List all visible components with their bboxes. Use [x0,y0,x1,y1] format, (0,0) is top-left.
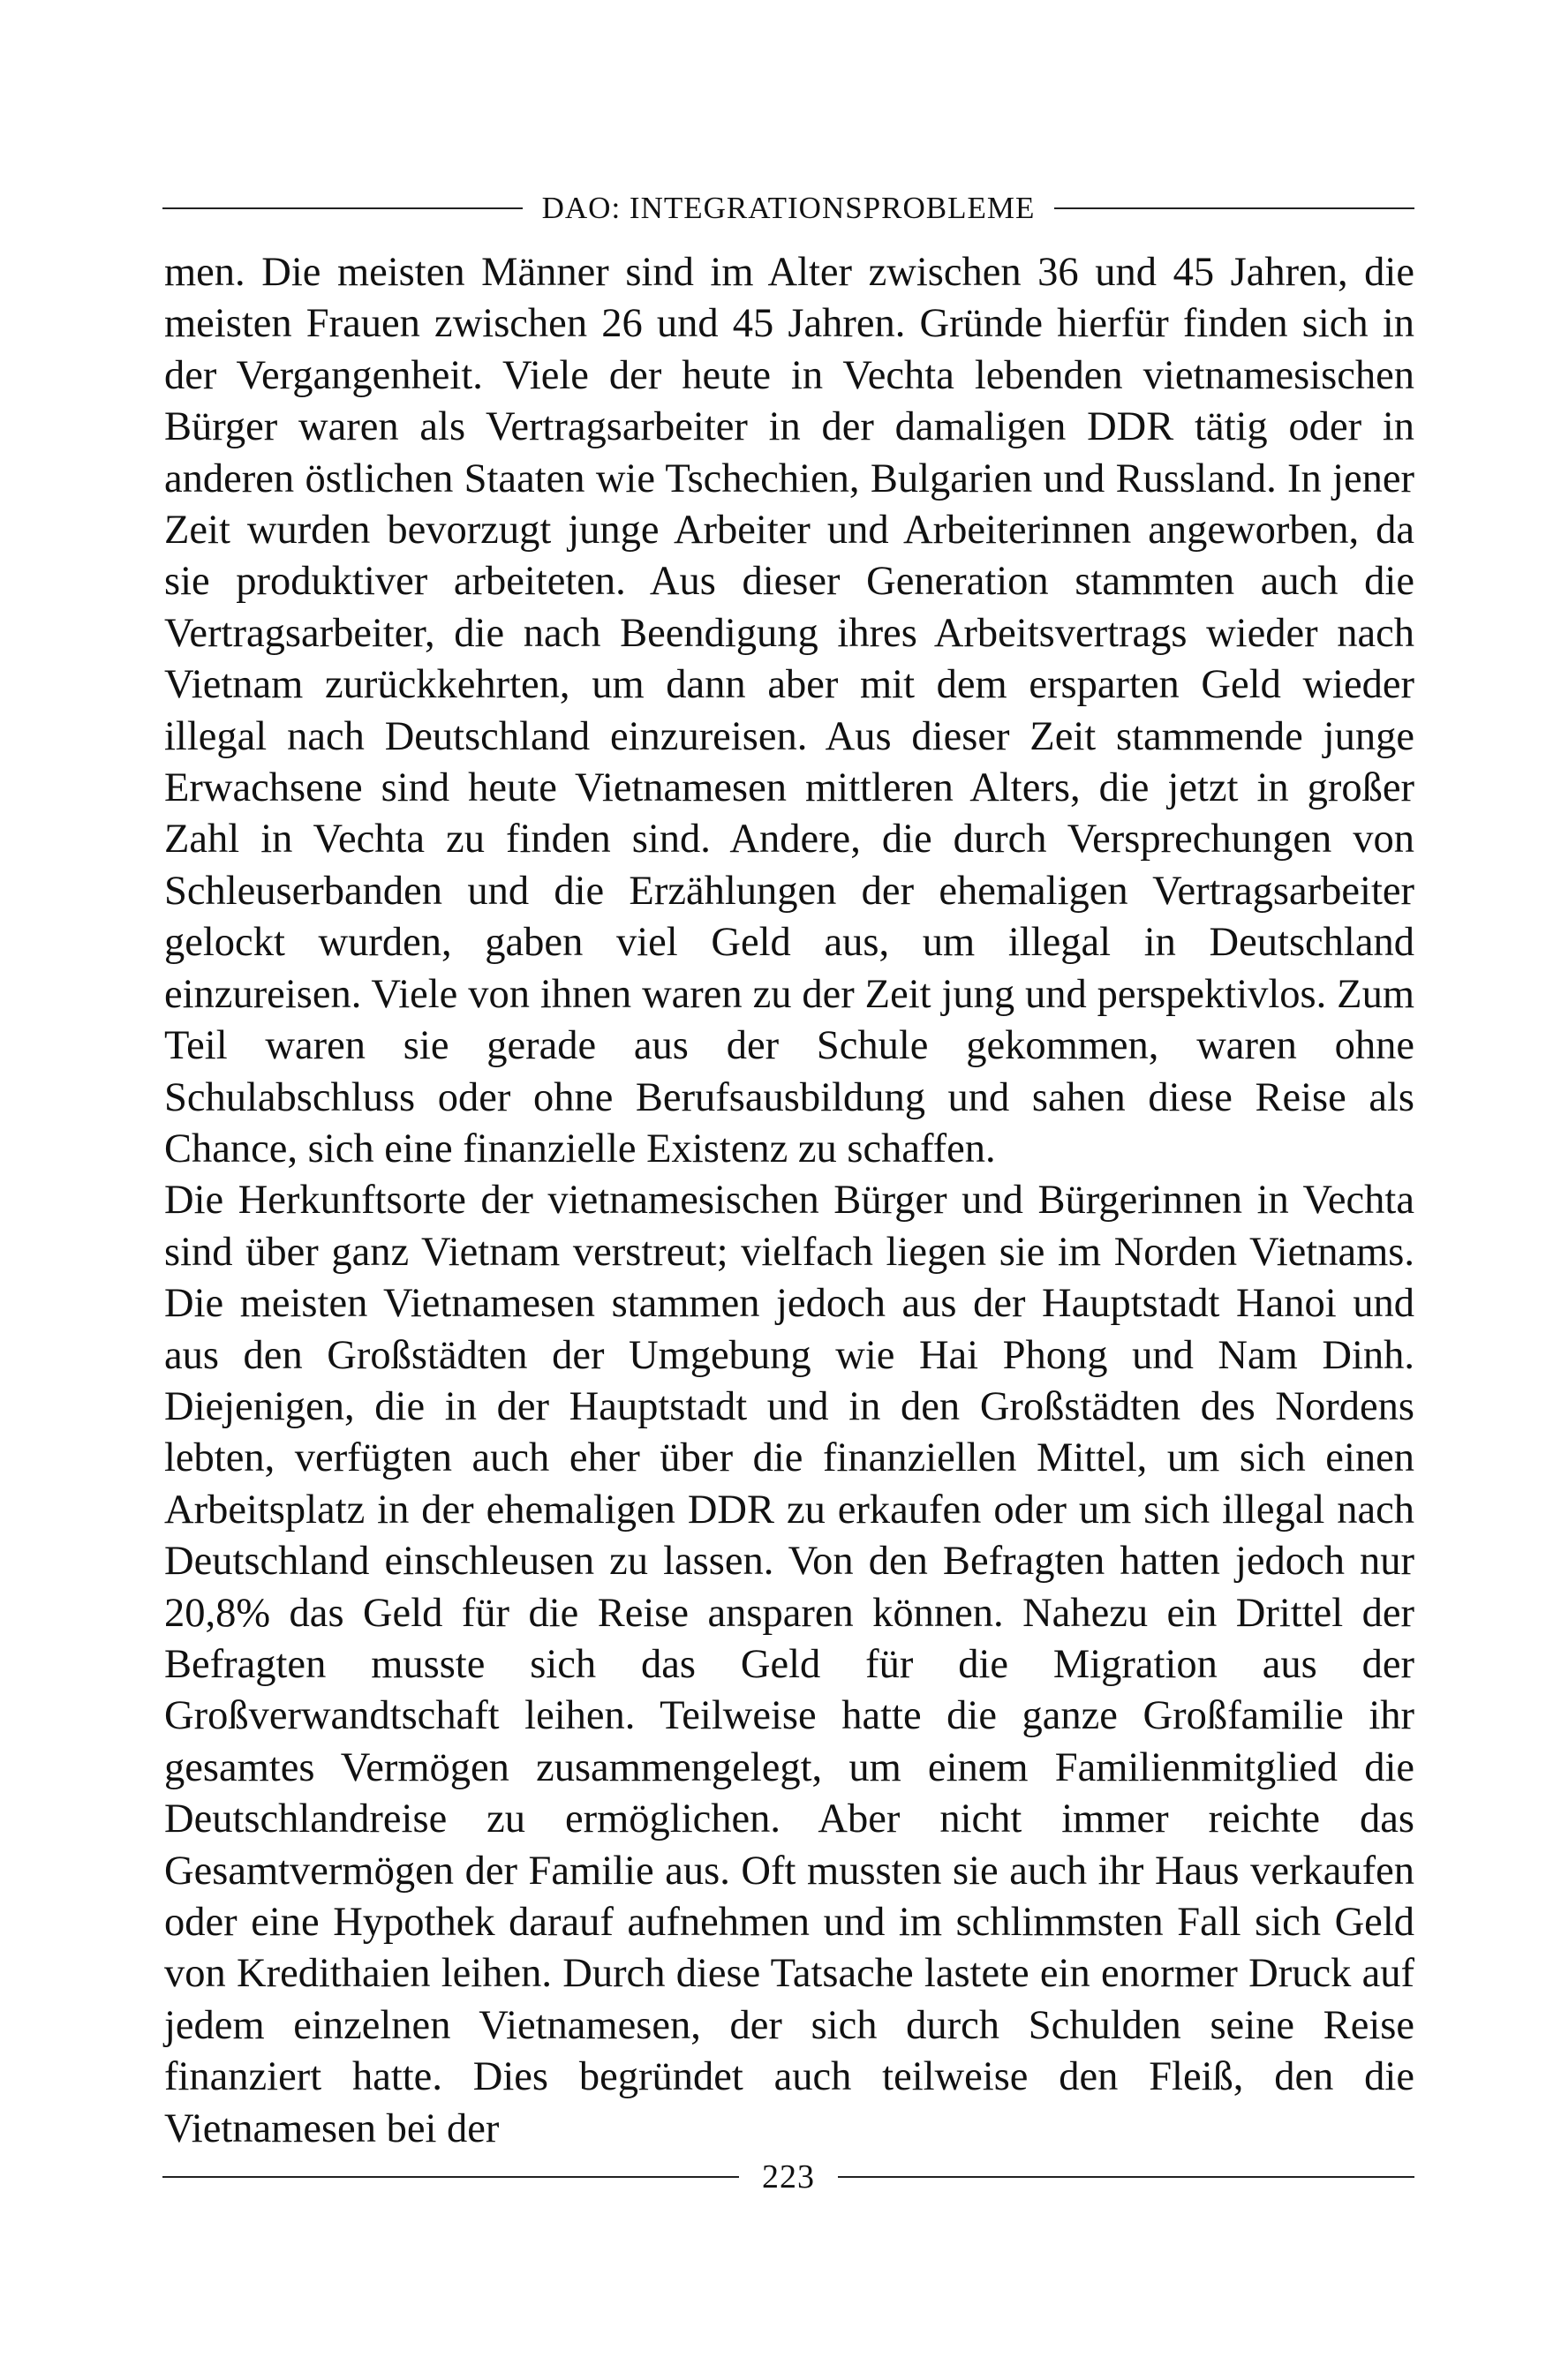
running-head-title: DAO: INTEGRATIONSPROBLEME [541,191,1036,225]
paragraph-1: men. Die meisten Männer sind im Alter zwischen 36 und 45 Jahren, die meisten Frauen zwischen 26 und 45 Jahren. Gründe hierfür finden sich in der Vergangenheit. Viele der heute in Vechta lebenden vietnamesischen Bürger waren als Vertragsarbeiter in der damaligen DDR tätig oder in anderen östlichen Staaten wie Tschechien, Bulgarien und Russland. In jener Zeit wurden bevorzugt junge Arbeiter und Arbeiterinnen angeworben, da sie produktiver arbeiteten. Aus dieser Generation stammten auch die Vertragsarbeiter, die nach Beendigung ihres Arbeitsvertrags wieder nach Vietnam zurückkehrten, um dann aber mit dem ersparten Geld wieder illegal nach Deutschland einzureisen. Aus dieser Zeit stammende junge Erwachsene sind heute Vietnamesen mittleren Alters, die jetzt in großer Zahl in Vechta zu finden sind. Andere, die durch Versprechungen von Schleuserbanden und die Erzählungen der ehemaligen Vertragsarbeiter gelockt wurden, gaben viel Geld aus, um illegal in Deutschland einzureisen. Viele von ihnen waren zu der Zeit jung und perspektivlos. Zum Teil waren sie gerade aus der Schule gekommen, waren ohne Schulabschluss oder ohne Berufsausbildung und sahen diese Reise als Chance, sich eine finanzielle Existenz zu schaffen. [164,250,1414,1171]
header-rule-right [1054,207,1414,209]
page-number: 223 [762,2158,815,2195]
footer-rule-left [162,2176,739,2178]
page-footer [162,2150,1414,2203]
paragraph-2: Die Herkunftsorte der vietnamesischen Bürger und Bürgerinnen in Vechta sind über ganz Vietnam verstreut; vielfach liegen sie im Norden Vietnams. Die meisten Vietnamesen stammen jedoch aus der Hauptstadt Hanoi und aus den Großstädten der Umgebung wie Hai Phong und Nam Dinh. Diejenigen, die in der Hauptstadt und in den Großstädten des Nordens lebten, verfügten auch eher über die finanziellen Mittel, um sich einen Arbeitsplatz in der ehemaligen DDR zu erkaufen oder um sich illegal nach Deutschland einschleusen zu lassen. Von den Befragten hatten jedoch nur 20,8% das Geld für die Reise ansparen können. Nahezu ein Drittel der Befragten musste sich das Geld für die Migration aus der Großverwandtschaft leihen. Teilweise hatte die ganze Großfamilie ihr gesamtes Vermögen zusammengelegt, um einem Familienmitglied die Deutschlandreise zu ermöglichen. Aber nicht immer reichte das Gesamtvermögen der Familie aus. Oft mussten sie auch ihr Haus verkaufen oder eine Hypothek darauf aufnehmen und im schlimmsten Fall sich Geld von Kredithaien leihen. Durch diese Tatsache lastete ein enormer Druck auf jedem einzelnen Vietnamesen, der sich durch Schulden seine Reise finanziert hatte. Dies begründet auch teilweise den Fleiß, den die Vietnamesen bei der [164,1178,1414,2151]
footer-rule-right [838,2176,1414,2178]
running-header [162,182,1414,235]
header-rule-left [162,207,523,209]
body-text [164,247,1414,2155]
